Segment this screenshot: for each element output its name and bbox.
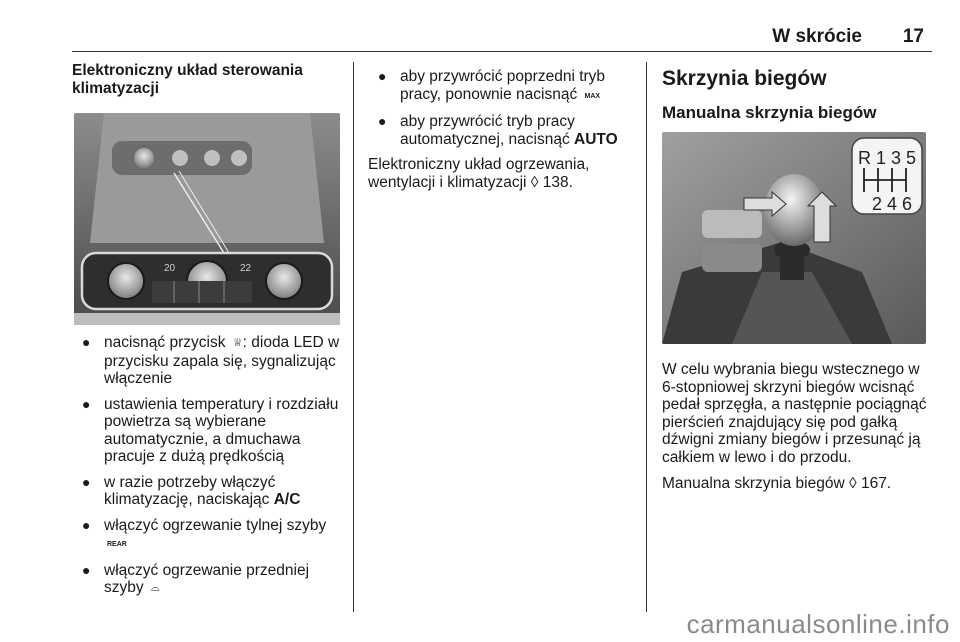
page-header xyxy=(72,20,932,50)
svg-text:20: 20 xyxy=(164,263,176,274)
page-ref-icon: ◊ xyxy=(848,475,857,492)
gear-pattern-bottom: 2 4 6 xyxy=(872,194,913,214)
max-fan-icon: ♕ xyxy=(232,337,243,349)
left-bullets xyxy=(72,334,347,606)
rear-defrost-icon: REAR xyxy=(107,541,127,548)
bullet-item: ● włączyć ogrzewanie przedniej szyby ⌓ xyxy=(82,561,310,596)
gear-pattern-top: R 1 3 5 xyxy=(858,148,917,168)
bullet-item: ● aby przywrócić poprzedni tryb pracy, ponownie nacisnąć MAX xyxy=(378,68,606,103)
page-number: 17 xyxy=(902,26,924,47)
bullet-item: ● włączyć ogrzewanie tylnej szyby REAR xyxy=(82,516,327,548)
header-rule xyxy=(72,51,932,52)
column-divider-right xyxy=(646,62,647,612)
header-title: W skrócie xyxy=(772,26,862,47)
front-defrost-icon: ⌓ xyxy=(150,582,160,594)
watermark: carmanualsonline.info xyxy=(686,609,950,639)
climate-heading: Elektroniczny układ sterowania klimatyzacji xyxy=(72,62,303,97)
bullet-item: ● aby przywrócić tryb pracy automatycznej, nacisnąć AUTO xyxy=(378,113,618,148)
bullet-item: ● w razie potrzeby włączyć klimatyzację, naciskając A/C xyxy=(82,473,301,508)
svg-text:22: 22 xyxy=(240,263,252,274)
middle-column xyxy=(368,68,638,191)
subsection-heading: Manualna skrzynia biegów xyxy=(662,103,877,122)
right-text xyxy=(662,361,932,493)
gearbox-reference: Manualna skrzynia biegów ◊ 167. xyxy=(662,475,892,492)
max-icon: MAX xyxy=(584,92,601,100)
auto-label: AUTO xyxy=(574,130,618,148)
climate-control-figure xyxy=(74,113,340,325)
reverse-gear-paragraph: W celu wybrania biegu wstecznego w 6-stopniowej skrzyni biegów wcisnąć pedał sprzęgła, a następnie pociągnąć pierścień znajdujący się pod gałką dźwigni zmiany biegów i przesunąć ją całkiem w lewo i do przodu. xyxy=(662,361,927,466)
ac-label: A/C xyxy=(273,491,301,508)
page-ref-icon: ◊ xyxy=(530,173,539,191)
left-column xyxy=(72,62,344,98)
climate-reference: Elektroniczny układ ogrzewania, wentylacji i klimatyzacji ◊ 138. xyxy=(368,156,590,191)
bullet-item: ● ustawienia temperatury i rozdziału powietrza są wybierane automatycznie, a dmuchawa pracuje z dużą prędkością xyxy=(82,395,339,465)
section-heading: Skrzynia biegów xyxy=(662,67,827,90)
bullet-item: ● nacisnąć przycisk ♕: dioda LED w przycisku zapala się, sygnalizując włączenie xyxy=(82,334,340,387)
gearbox-figure xyxy=(662,132,926,344)
column-divider-left xyxy=(353,62,354,612)
right-column xyxy=(662,66,932,124)
